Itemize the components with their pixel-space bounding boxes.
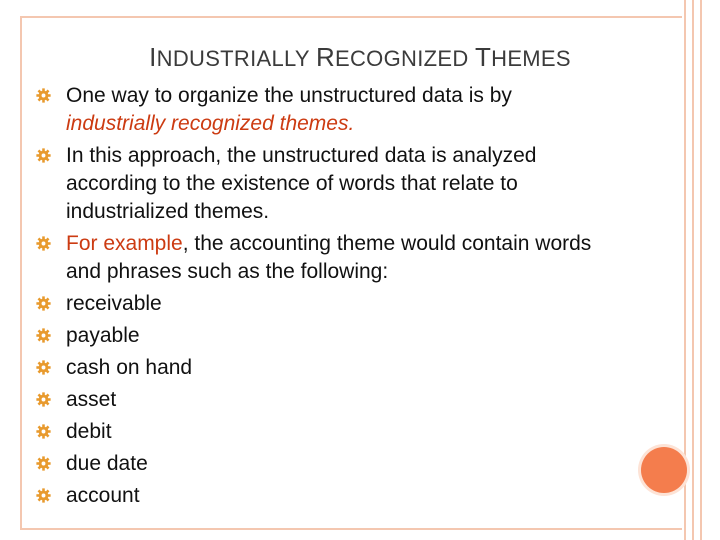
gear-bullet-icon — [36, 424, 51, 439]
bullet-list — [36, 82, 616, 514]
list-item: due date — [36, 450, 616, 478]
list-item: In this approach, the unstructured data is analyzed according to the existence of words that relate to industrialized themes. — [36, 142, 616, 226]
frame-left-border — [20, 16, 22, 530]
right-decoration-line — [700, 0, 702, 540]
list-item: cash on hand — [36, 354, 616, 382]
gear-bullet-icon — [36, 392, 51, 407]
right-decoration-line — [692, 0, 694, 540]
gear-bullet-icon — [36, 328, 51, 343]
list-item: receivable — [36, 290, 616, 318]
list-item: account — [36, 482, 616, 510]
list-item: debit — [36, 418, 616, 446]
gear-bullet-icon — [36, 236, 51, 251]
list-item: One way to organize the unstructured data is by industrially recognized themes. — [36, 82, 616, 138]
gear-bullet-icon — [36, 360, 51, 375]
gear-bullet-icon — [36, 148, 51, 163]
gear-bullet-icon — [36, 488, 51, 503]
frame-bottom-border — [20, 528, 682, 530]
gear-bullet-icon — [36, 296, 51, 311]
slide-title: INDUSTRIALLY RECOGNIZED THEMES — [149, 42, 571, 72]
frame-top-border — [20, 16, 682, 18]
list-item: payable — [36, 322, 616, 350]
decorative-circle — [641, 447, 687, 493]
gear-bullet-icon — [36, 88, 51, 103]
list-item: For example, the accounting theme would contain words and phrases such as the following: — [36, 230, 616, 286]
gear-bullet-icon — [36, 456, 51, 471]
list-item: asset — [36, 386, 616, 414]
